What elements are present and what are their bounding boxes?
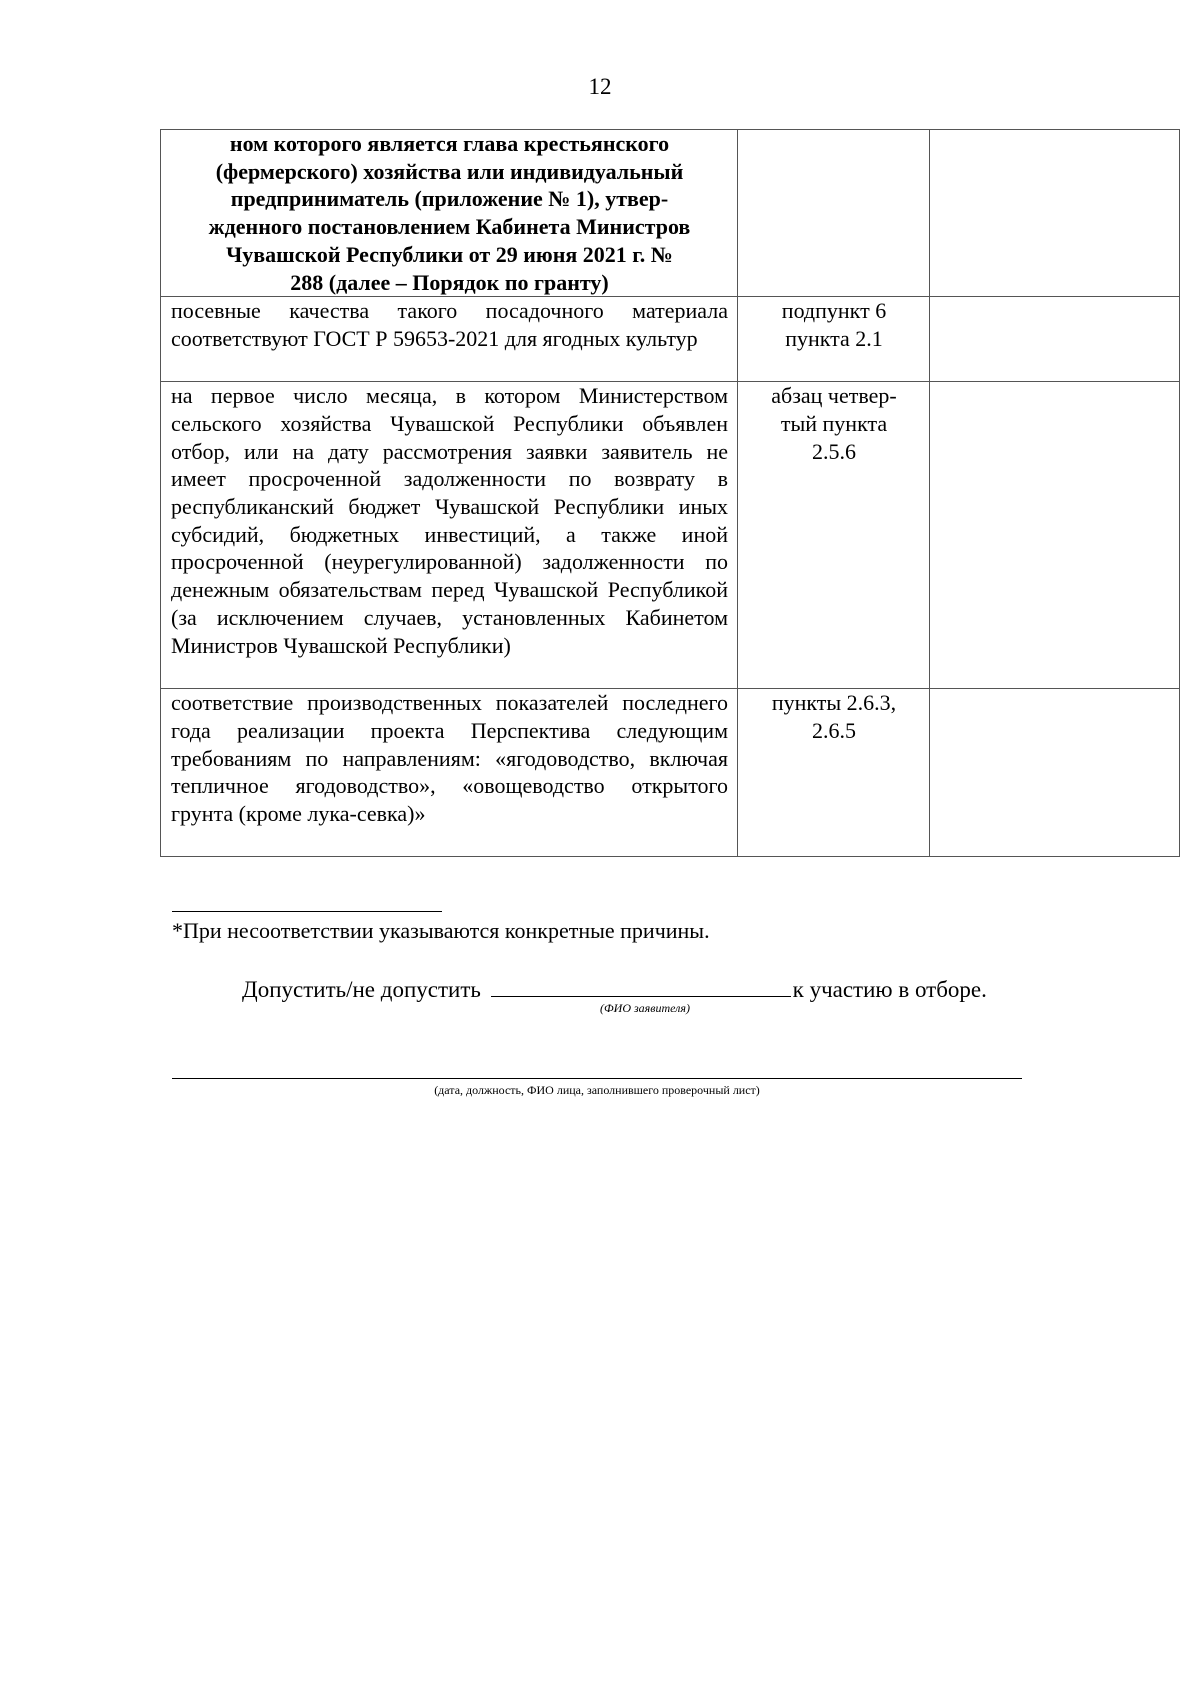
reference-cell [738,130,930,297]
requirement-text: посевные качества такого посадочного материала соответствуют ГОСТ Р 59653-2021 для ягодных культур [171,298,728,351]
table-row [161,297,1180,382]
requirement-text: на первое число месяца, в котором Министерством сельского хозяйства Чувашской Республики объявлен отбор, или на дату рассмотрения заявки заявитель не имеет просроченной задолженности по возврату в республиканский бюджет Чувашской Республики иных субсидий, бюджетных инвестиций, а также иной просроченной (неурегулированной) задолженности по денежным обязательствам перед Чувашской Республикой (за исключением случаев, установленных Кабинетом Министров Чувашской Республики) [171,383,728,658]
requirement-line: жденного постановлением Кабинета Министров [208,214,691,240]
requirement-cell [161,130,738,297]
reference-line: абзац четвер- [771,383,897,409]
reference-cell [738,689,930,857]
table-row [161,689,1180,857]
requirement-line: предприниматель (приложение № 1), утвер- [230,186,669,212]
requirement-line: ном которого является глава крестьянского [229,131,670,156]
reference-line: пункта 2.1 [785,325,883,351]
reference-line: пункты 2.6.3, [771,690,897,716]
note-cell [930,382,1180,689]
reference-line: 2.6.5 [812,717,856,743]
reference-line: 2.5.6 [812,438,856,464]
applicant-name-blank[interactable] [491,974,791,997]
note-cell [930,297,1180,382]
reference-line: подпункт 6 [781,298,887,324]
footnote-divider [172,911,442,912]
checklist-table [160,129,1180,857]
admit-decision-line [242,974,987,1003]
requirement-line: 288 (далее – Порядок по гранту) [290,269,609,295]
table-row [161,382,1180,689]
reference-cell [738,297,930,382]
requirement-cell [161,382,738,689]
admit-suffix: к участию в отборе. [792,977,987,1002]
footnote: *При несоответствии указываются конкретные причины. [172,918,710,943]
page-number: 12 [588,74,612,99]
applicant-name-caption: (ФИО заявителя) [600,1001,690,1015]
requirement-text: соответствие производственных показателей последнего года реализации проекта Перспектива следующим требованиям по направлениям: «ягодоводство, включая тепличное ягодоводство», «овощеводство открытого грунта (кроме лука-севка)» [171,690,728,827]
requirement-cell [161,689,738,857]
table-row [161,130,1180,297]
reference-cell [738,382,930,689]
note-cell [930,130,1180,297]
requirement-line: (фермерского) хозяйства или индивидуальный [215,158,684,184]
admit-prefix: Допустить/не допустить [242,977,481,1002]
signature-caption: (дата, должность, ФИО лица, заполнившего проверочный лист) [434,1083,760,1097]
reference-line: тый пункта [780,410,888,436]
signature-blank[interactable] [172,1078,1022,1079]
requirement-line: Чувашской Республики от 29 июня 2021 г. № [226,241,673,267]
note-cell [930,689,1180,857]
requirement-cell [161,297,738,382]
